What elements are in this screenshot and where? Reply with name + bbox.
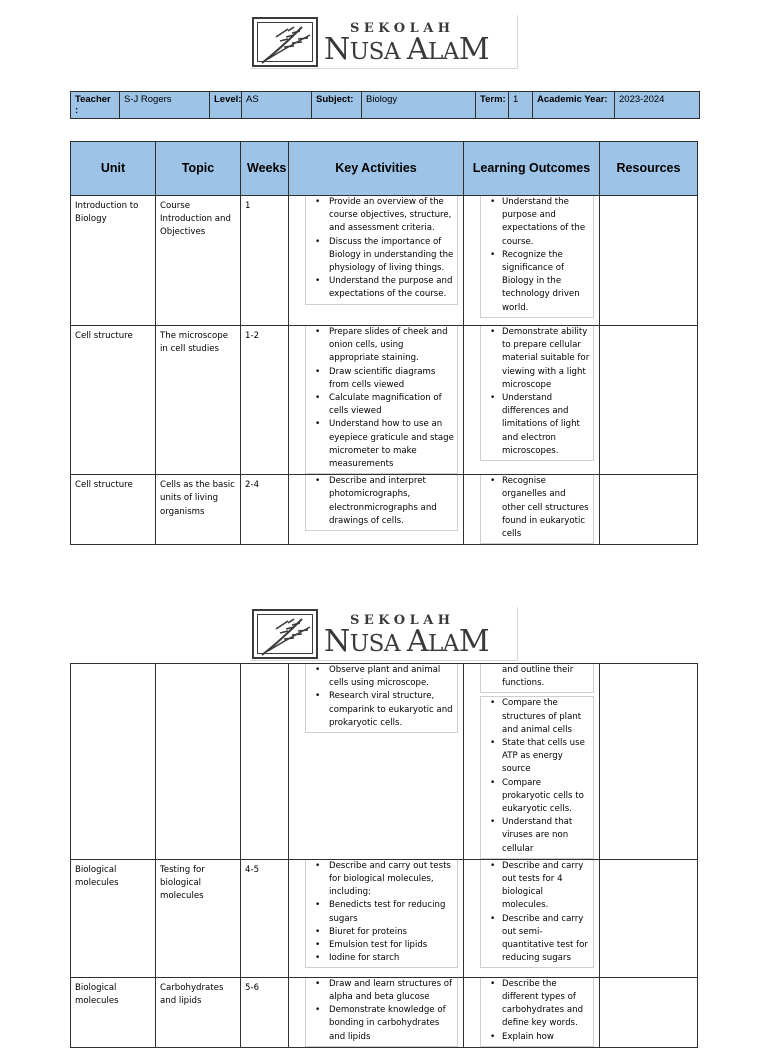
resources-cell	[600, 664, 698, 860]
topic-cell: Cells as the basic units of living organisms	[156, 475, 241, 545]
resources-cell	[600, 475, 698, 545]
outcomes-cell	[464, 977, 600, 1047]
teacher-value: S-J Rogers	[120, 92, 210, 119]
unit-cell: Cell structure	[71, 475, 156, 545]
list-item: • Describe and carry out tests for biological molecules, including:	[306, 860, 455, 900]
table-row	[71, 977, 698, 1047]
scheme-of-work-table-page1	[70, 141, 698, 545]
outcomes-cell	[464, 664, 600, 860]
topic-cell: Course Introduction and Objectives	[156, 196, 241, 326]
list-item: • Compare the structures of plant and animal cells	[481, 697, 591, 737]
list-item: • Discuss the importance of Biology in understanding the physiology of living things.	[306, 236, 455, 276]
outcomes-cell	[464, 475, 600, 545]
wheat-emblem-icon	[252, 17, 318, 67]
list-item: • Iodine for starch	[306, 952, 455, 965]
topic-cell: The microscope in cell studies	[156, 326, 241, 475]
resources-cell	[600, 326, 698, 475]
list-item: • Describe the different types of carbohydrates and define key words.	[481, 978, 591, 1031]
list-item: • Recognise organelles and other cell structures found in eukaryotic cells	[481, 475, 591, 541]
list-item: • Understand the purpose and expectations of the course.	[481, 196, 591, 249]
list-item: • Understand how to use an eyepiece graticule and stage micrometer to make measurements	[306, 418, 455, 471]
list-item: • Prepare slides of cheek and onion cells, using appropriate staining.	[306, 326, 455, 366]
outcomes-cell	[464, 859, 600, 977]
activities-cell	[289, 326, 464, 475]
list-item: • Understand that viruses are non cellular	[481, 816, 591, 856]
activities-cell	[289, 475, 464, 545]
list-item: • Describe and interpret photomicrographs, electronmicrographs and drawings of cells.	[306, 475, 455, 528]
list-item: • Recognize the significance of Biology in the technology driven world.	[481, 249, 591, 315]
resources-cell	[600, 859, 698, 977]
unit-cell: Biological molecules	[71, 859, 156, 977]
weeks-cell: 2-4	[241, 475, 289, 545]
activities-cell	[289, 977, 464, 1047]
table-row	[71, 326, 698, 475]
academic-year-label: Academic Year:	[533, 92, 615, 119]
list-item: • Explain how	[481, 1031, 591, 1044]
academic-year-value: 2023-2024	[615, 92, 700, 119]
unit-cell: Introduction to Biology	[71, 196, 156, 326]
resources-cell	[600, 977, 698, 1047]
table-row	[71, 664, 698, 860]
topic-cell: Carbohydrates and lipids	[156, 977, 241, 1047]
unit-cell	[71, 664, 156, 860]
list-item: • Provide an overview of the course objectives, structure, and assessment criteria.	[306, 196, 455, 236]
list-item: • Demonstrate knowledge of bonding in carbohydrates and lipids	[306, 1004, 455, 1044]
list-item: • Understand differences and limitations of light and electron microscopes.	[481, 392, 591, 458]
list-item: • Research viral structure, comparink to eukaryotic and prokaryotic cells.	[306, 690, 455, 730]
header-key-activities: Key Activities	[289, 142, 464, 196]
logo-sekolah-text: SEKOLAH	[350, 613, 455, 628]
weeks-cell: 4-5	[241, 859, 289, 977]
activities-cell	[289, 196, 464, 326]
table-row	[71, 859, 698, 977]
list-item: • Calculate magnification of cells viewed	[306, 392, 455, 418]
weeks-cell	[241, 664, 289, 860]
list-item: • State that cells use ATP as energy source	[481, 737, 591, 777]
list-item: • Describe and carry out semi-quantitative test for reducing sugars	[481, 913, 591, 966]
header-weeks: Weeks	[241, 142, 289, 196]
subject-label: Subject:	[312, 92, 362, 119]
table-row	[71, 196, 698, 326]
wheat-emblem-icon	[252, 609, 318, 659]
unit-cell: Biological molecules	[71, 977, 156, 1047]
scheme-of-work-table-page2	[70, 663, 698, 1048]
weeks-cell: 1-2	[241, 326, 289, 475]
outcomes-cell	[464, 326, 600, 475]
header-unit: Unit	[71, 142, 156, 196]
list-item: • Observe plant and animal cells using microscope.	[306, 664, 455, 690]
list-item: • Emulsion test for lipids	[306, 939, 455, 952]
list-item: • Compare prokaryotic cells to eukaryotic cells.	[481, 777, 591, 817]
table-row	[71, 475, 698, 545]
header-resources: Resources	[600, 142, 698, 196]
topic-cell: Testing for biological molecules	[156, 859, 241, 977]
unit-cell: Cell structure	[71, 326, 156, 475]
course-info-bar	[70, 91, 700, 119]
weeks-cell: 5-6	[241, 977, 289, 1047]
topic-cell	[156, 664, 241, 860]
activities-cell	[289, 664, 464, 860]
school-logo	[250, 607, 518, 661]
header-topic: Topic	[156, 142, 241, 196]
header-learning-outcomes: Learning Outcomes	[464, 142, 600, 196]
list-item: • Benedicts test for reducing sugars	[306, 899, 455, 925]
weeks-cell: 1	[241, 196, 289, 326]
list-item: • Draw scientific diagrams from cells viewed	[306, 366, 455, 392]
list-item: • Describe and carry out tests for 4 biological molecules.	[481, 860, 591, 913]
school-logo	[250, 15, 518, 69]
logo-sekolah-text: SEKOLAH	[350, 21, 455, 36]
term-value: 1	[509, 92, 533, 119]
level-label: Level:	[210, 92, 242, 119]
level-value: AS	[242, 92, 312, 119]
list-item: • Biuret for proteins	[306, 926, 455, 939]
term-label: Term:	[476, 92, 509, 119]
list-item: • Draw and learn structures of alpha and beta glucose	[306, 978, 455, 1004]
resources-cell	[600, 196, 698, 326]
outcomes-cell	[464, 196, 600, 326]
outcome-continuation-text: and outline their functions.	[480, 664, 594, 693]
activities-cell	[289, 859, 464, 977]
logo-name-text: NUSA ALAM	[324, 624, 490, 659]
logo-name-text: NUSA ALAM	[324, 32, 490, 67]
subject-value: Biology	[362, 92, 476, 119]
list-item: • Understand the purpose and expectations of the course.	[306, 275, 455, 301]
teacher-label: Teacher :	[71, 92, 120, 119]
list-item: • Demonstrate ability to prepare cellular material suitable for viewing with a light microscope	[481, 326, 591, 392]
